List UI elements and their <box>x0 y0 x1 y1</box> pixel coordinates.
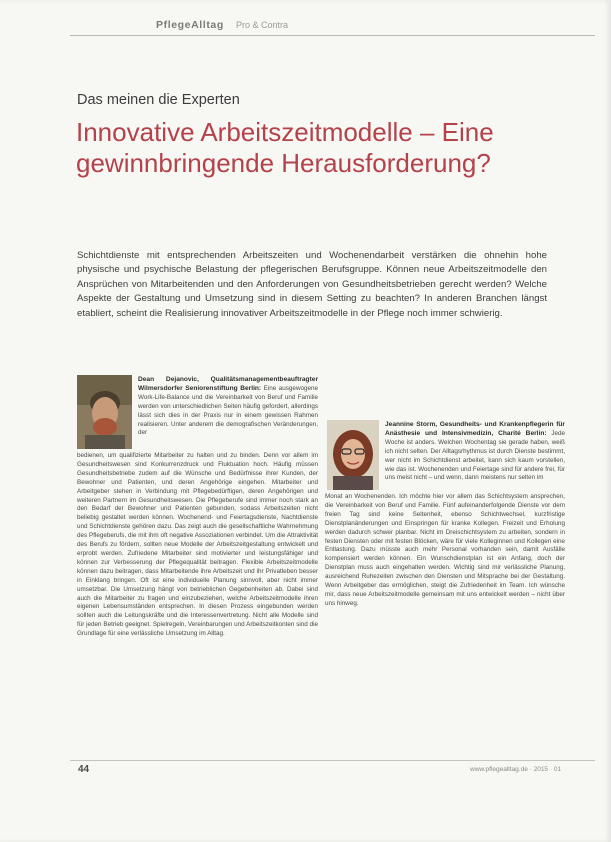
footer-source: www.pflegealltag.de · 2015 · 01 <box>470 766 562 773</box>
article-kicker: Das meinen die Experten <box>77 92 240 108</box>
footer-divider <box>70 760 595 761</box>
expert-dean-intro <box>138 376 318 450</box>
expert-jeannine-role: Gesundheits- und Krankenpflegerin für Anästhesie und Intensivmedizin, Charité Berlin: <box>385 421 565 437</box>
expert-jeannine-intro <box>385 421 565 491</box>
running-header <box>70 19 595 36</box>
expert-jeannine-name: Jeannine Storm, <box>385 421 438 428</box>
section-name: Pro & Contra <box>236 20 289 30</box>
expert-jeannine-body: Monat an Wochenenden. Ich möchte hier vor allem das Schichtsystem ansprechen, die Vereinbarkeit von Beruf und Familie. Fünf aufeinanderfolgende Dienste vor dem freien Tag sind keine Seltenheit, ebenso Schichtwechsel, kurzfristige Dienstplanänderungen und Einspringen für kranke Kollegen. Freizeit und Erholung werden dadurch schwer planbar. Nicht im Dreischichtsystem zu arbeiten, sondern in festen Diensten oder mit festen Blöcken, wäre für viele Kolleginnen und Kollegen eine Entlastung. Dazu müsste auch mehr Personal vorhanden sein, damit Ausfälle kompensiert werden können. Ein Wunschdienstplan ist ein Anfang, doch der Dienstplan muss auch eingehalten werden. Wichtig sind mir verlässliche Planung, ausreichend Ruhezeiten zwischen den Diensten und Mitsprache bei der Gestaltung. Wenn Arbeitgeber das ermöglichen, steigt die Zufriedenheit im Team. Ich wünsche mir, dass neue Arbeitszeitmodelle gemeinsam mit uns entwickelt werden – nicht über uns hinweg. <box>325 493 565 607</box>
expert-photo-jeannine <box>327 420 379 490</box>
article-lead: Schichtdienste mit entsprechenden Arbeitszeiten und Wochenendarbeit verstärken die ohnehin hohe physische und psychische Belastung der pflegerischen Berufsgruppe. Können neue Arbeitszeitmodelle den Ansprüchen von Mitarbeitenden und den Anforderungen von Gesundheitsbetrieben gerecht werden? Welche Aspekte der Gestaltung und Umsetzung sind in diesem Setting zu beachten? In anderen Branchen längst etabliert, scheint die Realisierung innovativer Arbeitszeitmodelle in der Pflege noch immer schwierig. <box>77 250 547 319</box>
page-number: 44 <box>78 764 90 775</box>
expert-dean-body: bedienen, um qualifizierte Mitarbeiter zu halten und zu binden. Denn vor allem im Gesundheitswesen sind Konkurrenzdruck und Fluktuation hoch. Häufig müssen Gesundheitsbetriebe zudem auf die Wünsche und Bedürfnisse ihrer Kunden, der Bewohner und Patienten, und deren Angehörige eingehen. Mitarbeiter und Arbeitgeber stehen in Verbindung mit Pflegebedürftigen, deren Angehörigen und weiteren Partnern im Gesundheitswesen. Die Pflegeberufe sind immer noch stark an den Bedarf der Bewohner und Patienten gebunden, sodass Arbeitszeiten nicht beliebig gestaltet werden können. Wochenend- und Feiertagsdienste, Nachtdienste und Schichtdienste gehören dazu. Das zeigt auch die gesellschaftliche Wahrnehmung des Pflegeberufs, die mit ihm oft negative Assoziationen verbindet. Um die Attraktivität des Berufs zu fördern, sollten neue Modelle der Arbeitszeitgestaltung entwickelt und erprobt werden. Zufriedene Mitarbeiter sind motivierter und leistungsfähiger und können zur Verbesserung der Pflegequalität beitragen. Flexible Arbeitszeitmodelle können dazu beitragen, dass Mitarbeitende ihre Arbeitszeit und ihr Privatleben besser in Einklang bringen. Oft ist eine individuelle Planung sinnvoll, aber nicht immer umsetzbar. Die Umsetzung hängt von betrieblichen Gegebenheiten ab. Dabei sind auch die Mitarbeiter zu fragen und einzubeziehen, welche Arbeitszeitmodelle ihren eigenen Lebensumständen entsprechen. In diesen Prozess eingebunden werden sollten auch die Leitungskräfte und die Interessenvertretung. Nicht alle Modelle sind für jeden Betrieb geeignet. Spielregeln, Vereinbarungen und Arbeitszeitkonten sind die Grundlage für eine verlässliche Umsetzung im Alltag. <box>77 452 318 638</box>
magazine-name: PflegeAlltag <box>156 19 224 31</box>
expert-dean-text-top: Eine ausgewogene Work-Life-Balance und die Vereinbarkeit von Beruf und Familie werden von unterschiedlichen Seiten häufig gefordert, allerdings lässt sich dies in der Praxis nur in einem gewissen Rahmen realisieren. Unter anderem die demografischen Veränderungen, der <box>138 384 318 437</box>
expert-photo-dean <box>77 375 132 449</box>
article-headline: Innovative Arbeitszeitmodelle – Eine gewinnbringende Herausforderung? <box>76 117 494 178</box>
expert-jeannine-text-top: Jede Woche ist anders. Welchen Wochentag sie gerade haben, weiß ich nicht selten. Der Alltagsrhythmus ist durch Dienste bestimmt, wer nicht im Schichtdienst arbeitet, kann sich kaum vorstellen, wie das ist. Wochenenden und Feiertage sind für andere frei, für uns meist nicht – und wenn, dann meistens nur selten im <box>385 429 565 482</box>
expert-dean-name: Dean Dejanovic, <box>138 376 199 383</box>
expert-dean-role: Qualitätsmanagementbeauftragter Wilmersdorfer Seniorenstiftung Berlin: <box>138 376 318 392</box>
